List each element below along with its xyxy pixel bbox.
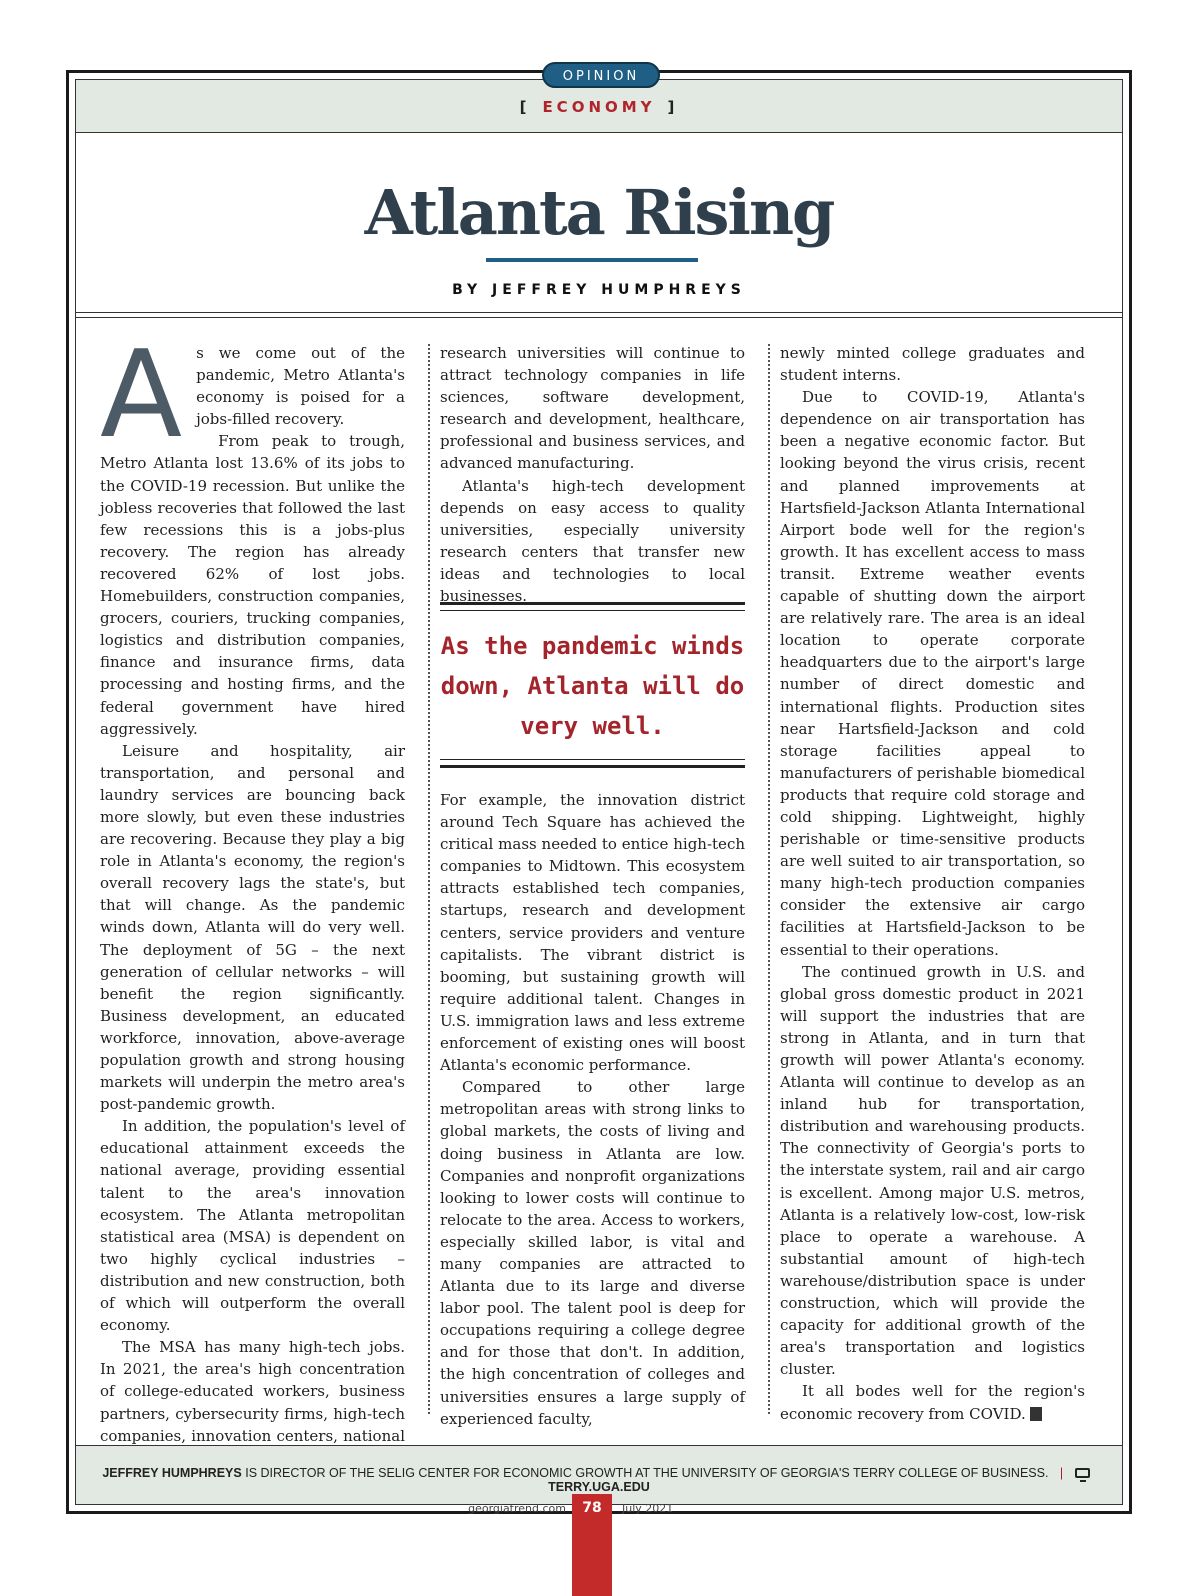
drop-cap: A [100,326,183,465]
bio-separator: | [1059,1466,1064,1480]
bracket-left: [ [519,98,531,116]
pull-quote-text: As the pandemic winds down, Atlanta will do very well. [440,632,745,740]
paragraph: Due to COVID-19, Atlanta's dependence on air transportation has been a negative economic factor. But looking beyond the virus crisis, recent and planned improvements at Hartsfield-Jackson Atlanta International Airport bode well for the region's growth. It has excellent access to mass transit. Extreme weather events capable of shutting down the airport are relatively rare. The area is an ideal location to operate corporate headquarters due to the airport's large number of direct domestic and international flights. Production sites near Hartsfield-Jackson and cold storage facilities appeal to manufacturers of perishable biomedical products that require cold storage and cold shipping. Lightweight, highly perishable or time-sensitive products are well suited to air transportation, so many high-tech production companies consider the extensive air cargo facilities at Hartsfield-Jackson to be essential to their operations. [780,388,1085,959]
header-divider [76,312,1122,318]
monitor-icon [1075,1468,1090,1478]
paragraph: Compared to other large metropolitan areas with strong links to global markets, the costs of living and doing business in Atlanta are low. Companies and nonprofit organizations looking to lower costs will continue to relocate to the area. Access to workers, especially skilled labor, is vital and many companies are attracted to Atlanta due to its large and diverse labor pool. The talent pool is deep for occupations requiring a college degree and for those that don't. In addition, the high concentration of colleges and universities ensures a large supply of experienced faculty, [440,1078,745,1428]
page-footer [0,1494,1200,1596]
column-3 [780,342,1085,1425]
paragraph: newly minted college graduates and student interns. [780,344,1085,385]
opinion-pill: OPINION [542,62,660,88]
footer-site: georgiatrend.com [468,1502,566,1515]
bracket-right: ] [667,98,679,116]
column-divider [428,344,430,1414]
headline: Atlanta Rising [364,176,834,249]
end-mark-icon [1030,1407,1042,1421]
pull-quote-rule-top [440,602,745,611]
paragraph: The MSA has many high-tech jobs. In 2021, the area's high concentration of college-educated workers, business partners, cybersecurity firms, high-tech companies, innovation centers, national [100,1338,405,1445]
column-2-bottom [440,789,745,1430]
paragraph: Leisure and hospitality, air transportation, and personal and laundry services are bouncing back more slowly, but even these industries are recovering. Because they play a big role in Atlanta's economy, the region's overall recovery lags the state's, but that will change. As the pandemic winds down, Atlanta will do very well. The deployment of 5G – the next generation of cellular networks – will benefit the region significantly. Business development, an educated workforce, innovation, above-average population growth and strong housing markets will underpin the metro area's post-pandemic growth. [100,741,405,1114]
pull-quote [440,602,745,768]
section-label: ECONOMY [542,98,656,116]
closing-text: It all bodes well for the region's economic recovery from COVID. [780,1382,1085,1423]
website-link[interactable]: TERRY.UGA.EDU [548,1480,650,1494]
paragraph-final [780,1380,1085,1424]
author-bio [76,1466,1122,1494]
paragraph: For example, the innovation district around Tech Square has achieved the critical mass needed to entice high-tech companies to Midtown. This ecosystem attracts established tech companies, startups, research and development centers, service providers and venture capitalists. The vibrant district is booming, but sustaining growth will require additional talent. Changes in U.S. immigration laws and less extreme enforcement of existing ones will boost Atlanta's economic performance. [440,791,745,1075]
byline: BY JEFFREY HUMPHREYS [452,282,746,298]
column-1 [100,326,405,1469]
author-description: IS DIRECTOR OF THE SELIG CENTER FOR ECONOMIC GROWTH AT THE UNIVERSITY OF GEORGIA'S TERRY COLLEGE OF BUSINESS. [245,1466,1049,1480]
paragraph: In addition, the population's level of educational attainment exceeds the national average, providing essential talent to the area's innovation ecosystem. The Atlanta metropolitan statistical area (MSA) is dependent on two highly cyclical industries – distribution and new construction, both of which will outperform the overall economy. [100,1117,405,1335]
column-divider [768,344,770,1414]
headline-underline [486,258,698,262]
paragraph: From peak to trough, Metro Atlanta lost 13.6% of its jobs to the COVID-19 recession. But unlike the jobless recoveries that followed the last few recessions this is a jobs-plus recovery. The region has already recovered 62% of lost jobs. Homebuilders, construction companies, grocers, couriers, trucking companies, logistics and distribution companies, finance and insurance firms, data processing and hosting firms, and the federal government have hired aggressively. [100,432,405,738]
section-tag [76,98,1122,116]
paragraph: Atlanta's high-tech development depends on easy access to quality universities, especially university research centers that transfer new ideas and technologies to local businesses. [440,476,745,606]
paragraph: s we come out of the pandemic, Metro Atlanta's economy is poised for a jobs-filled recovery. [196,344,405,429]
article-frame [66,70,1132,1514]
footer-date: July 2021 [622,1502,674,1515]
column-2-top [440,342,745,607]
author-name: JEFFREY HUMPHREYS [102,1466,242,1480]
article-inner-frame [75,69,1123,1505]
header-band [76,69,1122,133]
paragraph: The continued growth in U.S. and global gross domestic product in 2021 will support the industries that are strong in Atlanta, and in turn that growth will power Atlanta's economy. Atlanta will continue to develop as an inland hub for transportation, distribution and warehousing products. The connectivity of Georgia's ports to the interstate system, rail and air cargo is excellent. Among major U.S. metros, Atlanta is a relatively low-cost, low-risk place to operate a warehouse. A substantial amount of high-tech warehouse/distribution space is under construction, which will provide the capacity for additional growth of the area's transportation and logistics cluster. [780,962,1085,1379]
pull-quote-rule-bottom [440,759,745,768]
page-number: 78 [572,1494,612,1596]
paragraph: research universities will continue to attract technology companies in life sciences, software development, research and development, healthcare, professional and business services, and advanced manufacturing. [440,344,745,473]
